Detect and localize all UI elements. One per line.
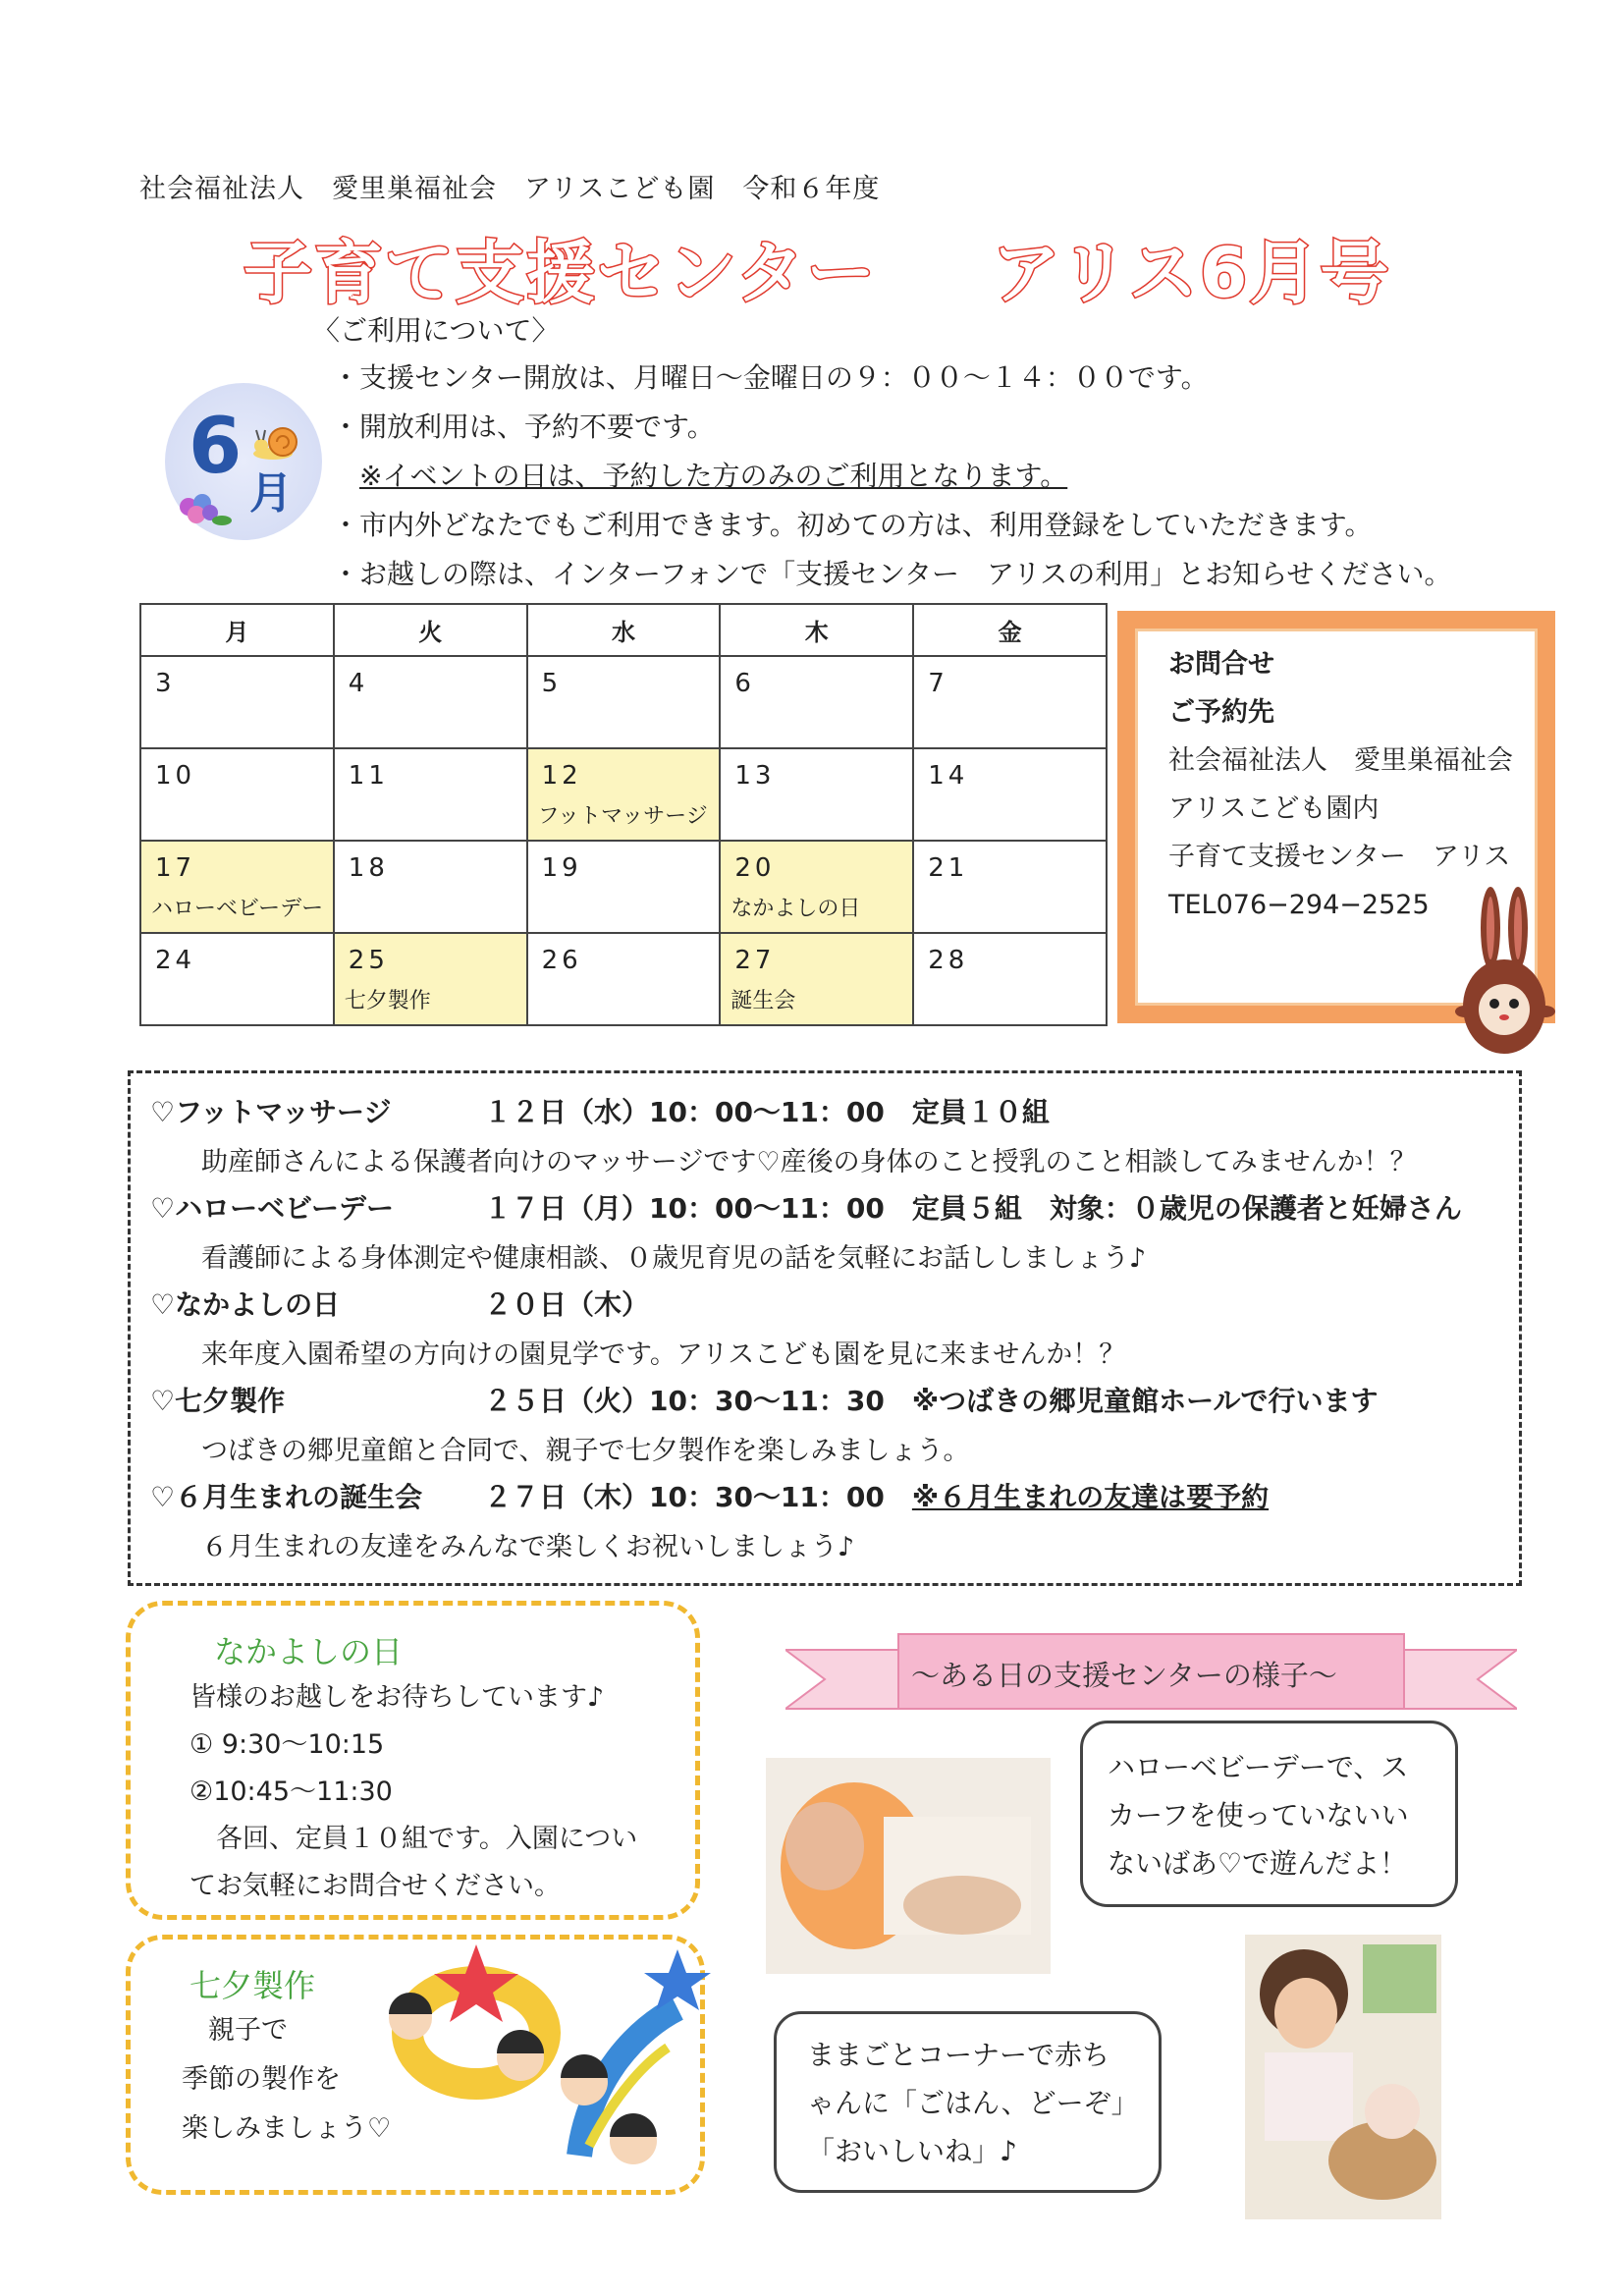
event-details — [128, 1070, 1522, 1586]
calendar-day — [720, 748, 913, 841]
calendar-day — [527, 841, 721, 933]
nakayoshi-line: ① 9:30～10:15 — [189, 1729, 385, 1760]
tanabata-wreath-illustration — [383, 1940, 717, 2195]
calendar-day-event — [140, 841, 334, 933]
event-time: ２７日（木）10：30～11：00 — [484, 1481, 912, 1513]
weekday-header: 金 — [913, 604, 1107, 656]
day-event-label: 七夕製作 — [344, 989, 431, 1013]
event-title: ♡なかよしの日 — [150, 1288, 341, 1321]
calendar-day — [720, 656, 913, 748]
event-row — [150, 1091, 1050, 1130]
speech-line: 「おいしいね」♪ — [807, 2135, 1017, 2167]
event-time: ２０日（木） — [484, 1288, 650, 1321]
usage-heading: 〈ご利用について〉 — [312, 314, 560, 347]
calendar-day — [913, 656, 1107, 748]
event-time: ２５日（火）10：30～11：30 ※つばきの郷児童館ホールで行います — [484, 1385, 1379, 1417]
day-number: 28 — [928, 946, 969, 975]
day-number: 24 — [155, 946, 196, 975]
month-badge-unit: 月 — [249, 468, 293, 519]
day-event-label: なかよしの日 — [730, 897, 861, 921]
calendar-day — [140, 933, 334, 1025]
weekday-header: 月 — [140, 604, 334, 656]
day-number: 4 — [348, 669, 369, 698]
contact-line: 子育て支援センター アリス — [1168, 842, 1511, 872]
speech-line: ハローベビーデーで、ス — [1108, 1751, 1409, 1783]
usage-item: ・市内外どなたでもご利用できます。初めての方は、利用登録をしていただきます。 — [332, 509, 1373, 541]
nakayoshi-line: 各回、定員１０組です。入園につい — [189, 1824, 638, 1854]
calendar-week — [140, 656, 1107, 748]
event-time: １２日（水）10：00～11：00 定員１０組 — [484, 1096, 1050, 1128]
day-event-label: フットマッサージ — [537, 804, 708, 829]
calendar-week — [140, 933, 1107, 1025]
newsletter-issue: アリス6月号 — [992, 233, 1391, 313]
speech-line: ゃんに「ごはん、どーぞ」 — [807, 2087, 1139, 2119]
day-number: 7 — [928, 669, 948, 698]
day-number: 3 — [155, 669, 176, 698]
calendar-day — [140, 656, 334, 748]
event-row — [150, 1187, 1462, 1227]
day-number: 14 — [928, 761, 969, 791]
usage-note: ※イベントの日は、予約した方のみのご利用となります。 — [359, 460, 1068, 492]
tanabata-line: 季節の製作を — [182, 2064, 341, 2095]
event-calendar — [139, 603, 1108, 1026]
event-row — [150, 1380, 1379, 1419]
nakayoshi-box — [126, 1601, 700, 1920]
tanabata-body — [182, 2006, 391, 2154]
contact-heading: ご予約先 — [1168, 697, 1274, 728]
calendar-header-row — [140, 604, 1107, 656]
calendar-day-event — [527, 748, 721, 841]
day-number: 12 — [541, 761, 582, 791]
calendar-day — [913, 933, 1107, 1025]
speech-bubble-text — [807, 2031, 1139, 2175]
nakayoshi-body — [189, 1674, 637, 1910]
weekday-header: 水 — [527, 604, 721, 656]
tanabata-title: 七夕製作 — [189, 1967, 316, 2004]
tanabata-line: 親子で — [182, 2015, 288, 2046]
day-number: 13 — [734, 761, 776, 791]
nakayoshi-line: てお気軽にお問合せください。 — [189, 1871, 561, 1901]
calendar-day — [913, 841, 1107, 933]
event-description: 助産師さんによる保護者向けのマッサージです♡産後の身体のこと授乳のこと相談してみませんか！？ — [201, 1147, 1417, 1177]
event-title: ♡フットマッサージ — [150, 1096, 392, 1128]
bunny-mascot-icon — [1453, 884, 1561, 1056]
month-badge-number: 6 — [189, 403, 243, 491]
organization-line: 社会福祉法人 愛里巣福祉会 アリスこども園 令和６年度 — [139, 174, 881, 204]
calendar-day — [334, 748, 527, 841]
calendar-week — [140, 841, 1107, 933]
day-number: 20 — [734, 853, 776, 883]
usage-list — [332, 354, 1451, 599]
snail-icon — [253, 422, 302, 462]
event-title: ♡七夕製作 — [150, 1385, 286, 1417]
day-event-label: ハローベビーデー — [151, 897, 324, 921]
day-number: 5 — [541, 669, 563, 698]
event-row — [150, 1476, 1269, 1515]
weekday-header: 木 — [720, 604, 913, 656]
event-description: 看護師による身体測定や健康相談、０歳児育児の話を気軽にお話ししましょう♪ — [201, 1243, 1147, 1274]
calendar-day — [334, 841, 527, 933]
weekday-header: 火 — [334, 604, 527, 656]
speech-line: カーフを使っていないい — [1108, 1799, 1409, 1831]
calendar-day — [140, 748, 334, 841]
event-description: ６月生まれの友達をみんなで楽しくお祝いしましょう♪ — [201, 1532, 855, 1562]
day-number: 10 — [155, 761, 196, 791]
newsletter-title: 子育て支援センター — [243, 233, 878, 313]
day-number: 11 — [348, 761, 389, 791]
day-number: 25 — [348, 946, 389, 975]
calendar-day — [334, 656, 527, 748]
day-number: 6 — [734, 669, 755, 698]
usage-item: ・お越しの際は、インターフォンで「支援センター アリスの利用」とお知らせください。 — [332, 558, 1452, 590]
event-note: ※６月生まれの友達は要予約 — [911, 1481, 1270, 1513]
contact-line: アリスこども園内 — [1168, 793, 1380, 824]
tanabata-line: 楽しみましょう♡ — [182, 2113, 392, 2144]
calendar-day — [527, 933, 721, 1025]
usage-item: ・支援センター開放は、月曜日～金曜日の９：００～１４：００です。 — [332, 361, 1209, 394]
calendar-day — [527, 656, 721, 748]
nakayoshi-line: ②10:45～11:30 — [189, 1777, 393, 1807]
contact-phone: TEL076−294−2525 — [1168, 890, 1430, 920]
day-number: 21 — [928, 853, 969, 883]
event-title: ♡６月生まれの誕生会 — [150, 1481, 423, 1513]
usage-item: ・開放利用は、予約不要です。 — [332, 410, 715, 443]
speech-line: ままごとコーナーで赤ち — [807, 2039, 1110, 2071]
day-number: 17 — [155, 853, 196, 883]
calendar-day-event — [720, 933, 913, 1025]
calendar-day-event — [720, 841, 913, 933]
nakayoshi-title: なかよしの日 — [214, 1633, 404, 1670]
day-number: 18 — [348, 853, 389, 883]
speech-line: ないばあ♡で遊んだよ！ — [1108, 1847, 1408, 1880]
event-description: つばきの郷児童館と合同で、親子で七夕製作を楽しみましょう。 — [201, 1436, 970, 1466]
calendar-day — [913, 748, 1107, 841]
contact-line: 社会福祉法人 愛里巣福祉会 — [1168, 745, 1513, 776]
calendar-day-event — [334, 933, 527, 1025]
baby-scarf-photo — [766, 1758, 1051, 1974]
pretend-play-photo — [1245, 1935, 1441, 2219]
calendar-week — [140, 748, 1107, 841]
day-event-label: 誕生会 — [730, 989, 796, 1013]
event-time: １７日（月）10：00～11：00 定員５組 対象：０歳児の保護者と妊婦さん — [484, 1192, 1462, 1225]
gallery-ribbon-text: ～ある日の支援センターの様子～ — [911, 1659, 1337, 1692]
event-row — [150, 1284, 649, 1323]
day-number: 27 — [734, 946, 776, 975]
contact-heading: お問合せ — [1168, 649, 1274, 680]
month-badge — [165, 383, 322, 540]
event-description: 来年度入園希望の方向けの園見学です。アリスこども園を見に来ませんか！？ — [201, 1339, 1126, 1370]
day-number: 19 — [541, 853, 582, 883]
hydrangea-icon — [175, 491, 234, 530]
speech-bubble-text — [1108, 1743, 1409, 1887]
event-title: ♡ハローベビーデー — [150, 1192, 394, 1225]
nakayoshi-line: 皆様のお越しをお待ちしています♪ — [189, 1682, 605, 1713]
day-number: 26 — [541, 946, 582, 975]
